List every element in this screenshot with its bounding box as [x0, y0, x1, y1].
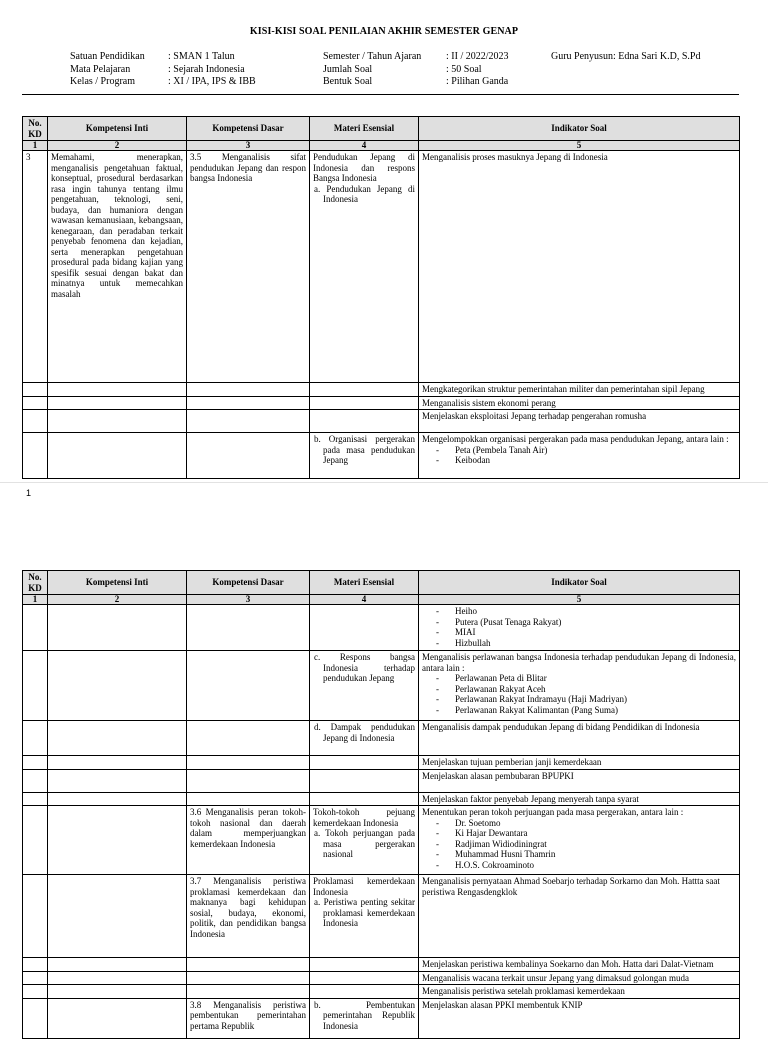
cell-kompetensi-dasar: 3.7 Menganalisis peristiwa proklamasi kemerdekaan dan maknanya bagi kehidupan sosial, budaya, ekonomi, politik, dan pendidikan bangsa Indonesia — [187, 875, 310, 958]
col-number: 3 — [187, 141, 310, 151]
materi-sub-b: b. Organisasi pergerakan pada masa pendudukan Jepang — [314, 434, 415, 465]
table-header-row — [23, 117, 740, 141]
table-row — [23, 985, 740, 999]
table-row — [23, 806, 740, 875]
page-break — [0, 482, 768, 483]
table-row — [23, 396, 740, 410]
meta-label: Mata Pelajaran — [70, 63, 131, 75]
list-item: - Perlawanan Peta di Blitar — [436, 673, 736, 684]
cell-materi-esensial — [310, 721, 419, 756]
list-item: - Hizbullah — [436, 638, 736, 649]
cell-kompetensi-dasar: 3.5 Menganalisis sifat pendudukan Jepang dan respon bangsa Indonesia — [187, 151, 310, 383]
table-header-row — [23, 571, 740, 595]
cell-indikator: Menjelaskan alasan PPKI membentuk KNIP — [419, 998, 740, 1038]
header-no-kd: No. KD — [23, 571, 48, 595]
cell-indikator: Menjelaskan faktor penyebab Jepang menyerah tanpa syarat — [419, 792, 740, 806]
materi-sub-a: a. Peristiwa penting sekitar proklamasi kemerdekaan Indonesia — [314, 897, 415, 928]
col-number: 4 — [310, 595, 419, 605]
list-item: - Putera (Pusat Tenaga Rakyat) — [436, 617, 736, 628]
meta-value: : SMAN 1 Talun — [168, 51, 235, 62]
list-item: - Ki Hajar Dewantara — [436, 828, 736, 839]
meta-label: Semester / Tahun Ajaran — [323, 51, 422, 62]
meta-value: : II / 2022/2023 — [446, 51, 509, 62]
table-number-row — [23, 595, 740, 605]
cell-indikator: Mengkategorikan struktur pemerintahan militer dan pemerintahan sipil Jepang — [419, 383, 740, 397]
table-row — [23, 151, 740, 383]
meta-value: : Sejarah Indonesia — [168, 63, 245, 75]
cell-materi-esensial — [310, 151, 419, 383]
col-number: 3 — [187, 595, 310, 605]
cell-indikator: Menganalisis pernyataan Ahmad Soebarjo terhadap Sorkarno dan Moh. Hattta saat peristiwa Rengasdengklok — [419, 875, 740, 958]
table-row — [23, 756, 740, 770]
table-row — [23, 721, 740, 756]
cell-indikator: Menganalisis dampak pendudukan Jepang di bidang Pendidikan di Indonesia — [419, 721, 740, 756]
document-page-2 — [0, 545, 768, 1031]
meta-value: : XI / IPA, IPS & IBB — [168, 76, 256, 87]
list-item: - Perlawanan Rakyat Indramayu (Haji Madriyan) — [436, 694, 736, 705]
list-item: - Perlawanan Rakyat Kalimantan (Pang Suma) — [436, 705, 736, 716]
table-row — [23, 433, 740, 479]
materi-main: Proklamasi kemerdekaan Indonesia — [313, 876, 415, 897]
indikator-list — [422, 445, 736, 466]
cell-no-kd: 3 — [23, 151, 48, 383]
list-item: - Perlawanan Rakyat Aceh — [436, 684, 736, 695]
meta-teacher — [551, 51, 700, 64]
table-row — [23, 958, 740, 972]
materi-main: Pendudukan Jepang di Indonesia dan respons Bangsa Indonesia — [313, 152, 415, 183]
cell-materi-esensial — [310, 875, 419, 958]
table-row — [23, 410, 740, 433]
cell-indikator — [419, 605, 740, 651]
header-no-kd: No. KD — [23, 117, 48, 141]
materi-sub-a: a. Tokoh perjuangan pada masa pergerakan nasional — [314, 828, 415, 859]
kisi-kisi-table-page-2 — [22, 570, 740, 1039]
col-number: 1 — [23, 141, 48, 151]
indikator-list — [422, 818, 736, 871]
indikator-list — [422, 673, 736, 715]
cell-kompetensi-inti: Memahami, menerapkan, menganalisis pengetahuan faktual, konseptual, prosedural berdasarkan rasa ingin tahunya tentang ilmu pengetahuan, teknologi, seni, budaya, dan humaniora dengan wawasan kemanusiaan, kebangsaan, kenegaraan, dan peradaban terkait penyebab fenomena dan kejadian, serta menerapkan pengetahuan prosedural pada bidang kajian yang spesifik sesuai dengan bakat dan minatnya untuk memecahkan masalah — [48, 151, 187, 383]
document-title: KISI-KISI SOAL PENILAIAN AKHIR SEMESTER GENAP — [249, 26, 519, 37]
cell-indikator: Menganalisis proses masuknya Jepang di Indonesia — [419, 151, 740, 383]
table-row — [23, 769, 740, 792]
list-item: - MIAI — [436, 627, 736, 638]
materi-main: Tokoh-tokoh pejuang kemerdekaan Indonesia — [313, 807, 415, 828]
col-number: 2 — [48, 141, 187, 151]
header-indikator-soal: Indikator Soal — [419, 571, 740, 595]
meta-label: Bentuk Soal — [323, 76, 373, 87]
list-item: - Dr. Soetomo — [436, 818, 736, 829]
meta-labels-col1 — [70, 51, 145, 89]
materi-sub-b: b. Pembentukan pemerintahan Republik Indonesia — [314, 999, 415, 1031]
meta-values-col1 — [168, 51, 256, 89]
list-item: - Peta (Pembela Tanah Air) — [436, 445, 736, 456]
cell-indikator — [419, 651, 740, 721]
table-row — [23, 998, 740, 1038]
header-kompetensi-dasar: Kompetensi Dasar — [187, 117, 310, 141]
table-row — [23, 792, 740, 806]
page-number: 1 — [26, 488, 32, 498]
meta-value: : Pilihan Ganda — [446, 76, 509, 87]
list-item: - Radjiman Widiodiningrat — [436, 839, 736, 850]
cell-indikator — [419, 806, 740, 875]
meta-values-col2 — [446, 51, 509, 89]
cell-indikator: Menjelaskan tujuan pemberian janji kemerdekaan — [419, 756, 740, 770]
materi-sub-c: c. Respons bangsa Indonesia terhadap pendudukan Jepang — [314, 652, 415, 683]
cell-indikator — [419, 769, 740, 792]
kisi-kisi-table-page-1 — [22, 116, 740, 479]
cell-kompetensi-dasar: 3.8 Menganalisis peristiwa pembentukan pemerintahan pertama Republik — [187, 998, 310, 1038]
meta-labels-col2 — [323, 51, 421, 89]
list-item: - Keibodan — [436, 455, 736, 466]
materi-sub-a: a. Pendudukan Jepang di Indonesia — [314, 183, 415, 204]
header-kompetensi-inti: Kompetensi Inti — [48, 571, 187, 595]
cell-indikator: Menganalisis sistem ekonomi perang — [419, 396, 740, 410]
cell-materi-esensial — [310, 998, 419, 1038]
header-kompetensi-dasar: Kompetensi Dasar — [187, 571, 310, 595]
table-row — [23, 875, 740, 958]
indikator-text: Menjelaskan alasan pembubaran BPUPKI — [422, 770, 574, 781]
table-row — [23, 971, 740, 985]
indikator-list — [422, 606, 736, 648]
materi-sub-d: d. Dampak pendudukan Jepang di Indonesia — [314, 722, 415, 743]
meta-label: Jumlah Soal — [323, 63, 373, 75]
cell-indikator: Menjelaskan peristiwa kembalinya Soekarno dan Moh. Hatta dari Dalat-Vietnam — [419, 958, 740, 972]
cell-indikator — [419, 433, 740, 479]
cell-materi-esensial — [310, 806, 419, 875]
indikator-text: Menentukan peran tokoh perjuangan pada masa pergerakan, antara lain : — [422, 807, 684, 817]
col-number: 5 — [419, 141, 740, 151]
header-materi-esensial: Materi Esensial — [310, 571, 419, 595]
meta-label: Kelas / Program — [70, 76, 135, 87]
col-number: 1 — [23, 595, 48, 605]
table-row — [23, 605, 740, 651]
list-item: - Muhammad Husni Thamrin — [436, 849, 736, 860]
col-number: 2 — [48, 595, 187, 605]
table-number-row — [23, 141, 740, 151]
col-number: 4 — [310, 141, 419, 151]
header-materi-esensial: Materi Esensial — [310, 117, 419, 141]
meta-value: : 50 Soal — [446, 63, 482, 75]
table-row — [23, 651, 740, 721]
cell-kompetensi-dasar: 3.6 Menganalisis peran tokoh-tokoh nasional dan daerah dalam memperjuangkan kemerdekaan Indonesia — [187, 806, 310, 875]
table-row — [23, 383, 740, 397]
cell-materi-esensial — [310, 433, 419, 479]
cell-indikator: Menjelaskan eksploitasi Jepang terhadap pengerahan romusha — [419, 410, 740, 433]
list-item: - Heiho — [436, 606, 736, 617]
header-divider — [22, 94, 739, 95]
header-kompetensi-inti: Kompetensi Inti — [48, 117, 187, 141]
cell-materi-esensial — [310, 651, 419, 721]
header-indikator-soal: Indikator Soal — [419, 117, 740, 141]
cell-indikator: Menganalisis peristiwa setelah proklamasi kemerdekaan — [419, 985, 740, 999]
document-page-1 — [0, 0, 768, 480]
meta-label: Satuan Pendidikan — [70, 51, 145, 62]
indikator-text: Menganalisis perlawanan bangsa Indonesia terhadap pendudukan Jepang di Indonesia, antara lain : — [422, 652, 736, 673]
list-item: - H.O.S. Cokroaminoto — [436, 860, 736, 871]
col-number: 5 — [419, 595, 740, 605]
cell-indikator: Menganalisis wacana terkait unsur Jepang yang dimaksud golongan muda — [419, 971, 740, 985]
indikator-text: Mengelompokkan organisasi pergerakan pada masa pendudukan Jepang, antara lain : — [422, 434, 729, 444]
teacher-name: Guru Penyusun: Edna Sari K.D, S.Pd — [551, 51, 701, 62]
